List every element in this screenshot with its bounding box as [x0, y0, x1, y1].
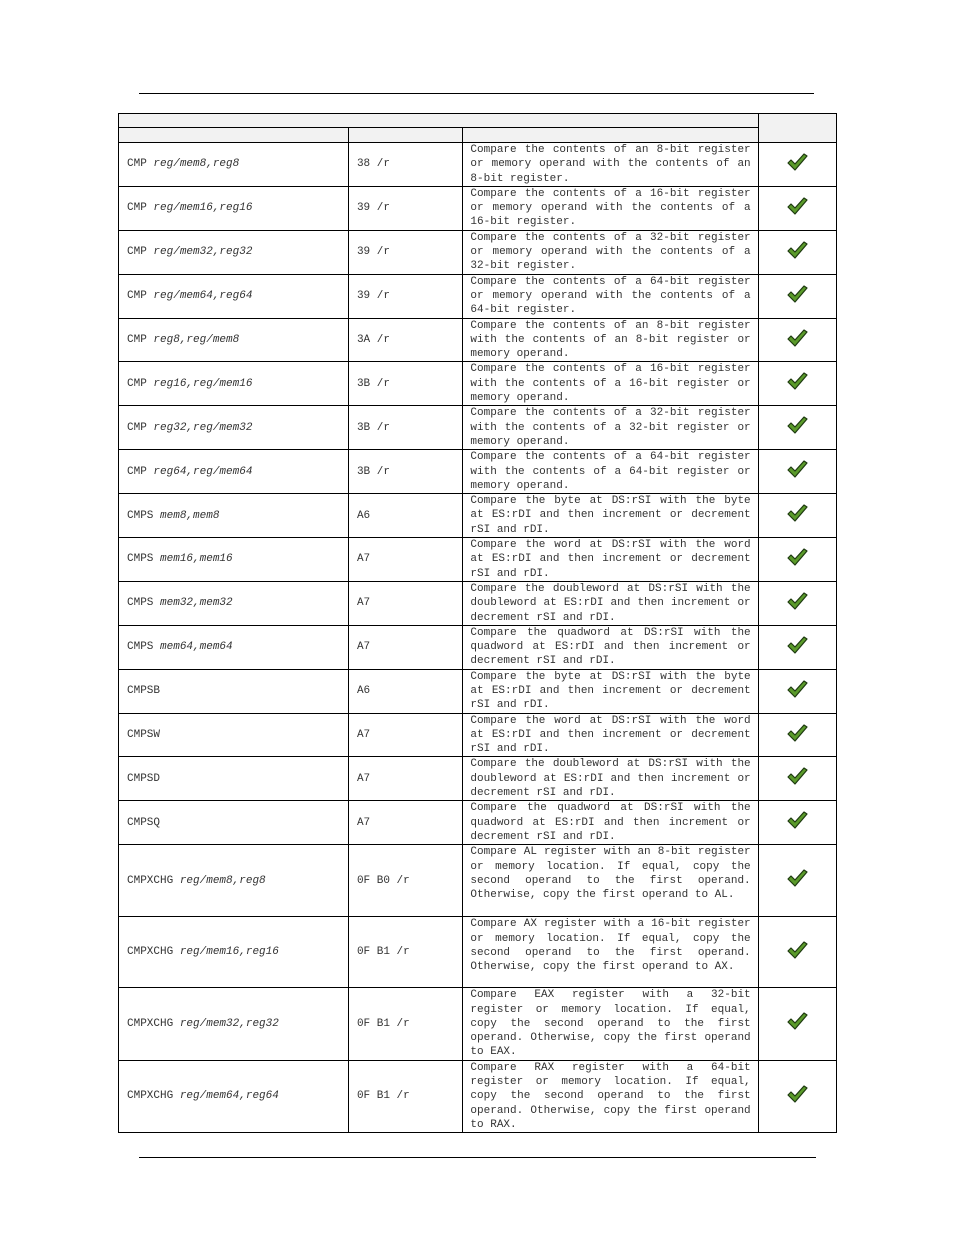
checkmark-icon [786, 1011, 808, 1031]
mnemonic: CMPXCHG [127, 946, 174, 959]
opcode-cell: 0F B1 /r [348, 1060, 462, 1132]
operands: reg64,reg/mem64 [153, 465, 253, 478]
description-cell: Compare the byte at DS:rSI with the byte at ES:rDI and then increment or decrement rSI and rDI. [463, 669, 758, 713]
support-cell [758, 450, 836, 494]
operands: mem64,mem64 [160, 641, 233, 654]
mnemonic-column-header [119, 128, 349, 143]
opcode-cell: A7 [348, 625, 462, 669]
mnemonic: CMP [127, 377, 147, 390]
operands: mem8,mem8 [160, 509, 220, 522]
table-row [119, 581, 837, 625]
instruction-cell [119, 801, 349, 845]
support-cell [758, 801, 836, 845]
table-row [119, 538, 837, 582]
opcode-cell: A7 [348, 801, 462, 845]
instruction-cell [119, 581, 349, 625]
opcode-cell: 0F B1 /r [348, 988, 462, 1060]
operands: reg32,reg/mem32 [153, 421, 253, 434]
opcode-cell: 3A /r [348, 318, 462, 362]
checkmark-icon [786, 196, 808, 216]
support-cell [758, 1060, 836, 1132]
instruction-cell [119, 988, 349, 1060]
support-cell [758, 230, 836, 274]
operands: reg/mem16,reg16 [153, 202, 253, 215]
opcode-cell: A7 [348, 757, 462, 801]
checkmark-icon [786, 503, 808, 523]
description-cell: Compare the contents of an 8-bit register or memory operand with the contents of an 8-bit register. [463, 143, 758, 187]
instruction-cell [119, 406, 349, 450]
table-row [119, 362, 837, 406]
mnemonic: CMPXCHG [127, 874, 174, 887]
support-column-header [758, 114, 836, 143]
table-row [119, 669, 837, 713]
instruction-cell [119, 186, 349, 230]
checkmark-icon [786, 723, 808, 743]
instruction-cell [119, 757, 349, 801]
description-column-header [463, 128, 758, 143]
description-cell: Compare the contents of a 32-bit register with the contents of a 32-bit register or memory operand. [463, 406, 758, 450]
checkmark-icon [786, 371, 808, 391]
instruction-cell [119, 917, 349, 988]
table-group-header [119, 114, 759, 128]
instruction-cell [119, 538, 349, 582]
operands: reg16,reg/mem16 [153, 377, 253, 390]
mnemonic: CMPSB [127, 685, 161, 698]
operands: reg/mem16,reg16 [179, 946, 279, 959]
mnemonic: CMPSW [127, 729, 161, 742]
description-cell: Compare AX register with a 16-bit register or memory location. If equal, copy the second operand to the first operand. Otherwise, copy the first operand to AX. [463, 917, 758, 988]
support-cell [758, 845, 836, 917]
footer-rule [139, 1157, 816, 1158]
opcode-cell: A6 [348, 669, 462, 713]
description-cell: Compare the contents of a 16-bit register with the contents of a 16-bit register or memory operand. [463, 362, 758, 406]
instruction-table [118, 113, 837, 1133]
opcode-cell: 0F B1 /r [348, 917, 462, 988]
checkmark-icon [786, 152, 808, 172]
support-cell [758, 143, 836, 187]
checkmark-icon [786, 679, 808, 699]
operands: reg/mem8,reg8 [179, 874, 266, 887]
mnemonic: CMPS [127, 641, 154, 654]
checkmark-icon [786, 240, 808, 260]
opcode-column-header [348, 128, 462, 143]
checkmark-icon [786, 810, 808, 830]
instruction-cell [119, 625, 349, 669]
checkmark-icon [786, 459, 808, 479]
support-cell [758, 988, 836, 1060]
description-cell: Compare the contents of a 64-bit register with the contents of a 64-bit register or memory operand. [463, 450, 758, 494]
opcode-cell: 39 /r [348, 186, 462, 230]
opcode-cell: A6 [348, 494, 462, 538]
table-row [119, 494, 837, 538]
description-cell: Compare the word at DS:rSI with the word at ES:rDI and then increment or decrement rSI and rDI. [463, 538, 758, 582]
instruction-cell [119, 494, 349, 538]
support-cell [758, 274, 836, 318]
checkmark-icon [786, 328, 808, 348]
table-subheader-row [119, 128, 837, 143]
mnemonic: CMP [127, 465, 147, 478]
operands: reg/mem64,reg64 [179, 1090, 279, 1103]
header-rule [139, 93, 814, 94]
description-cell: Compare the byte at DS:rSI with the byte at ES:rDI and then increment or decrement rSI and rDI. [463, 494, 758, 538]
opcode-cell: 39 /r [348, 274, 462, 318]
mnemonic: CMPS [127, 509, 154, 522]
operands: reg8,reg/mem8 [153, 334, 240, 346]
opcode-cell: A7 [348, 713, 462, 757]
description-cell: Compare the contents of a 64-bit register or memory operand with the contents of a 64-bit register. [463, 274, 758, 318]
mnemonic: CMPS [127, 553, 154, 566]
instruction-cell [119, 713, 349, 757]
support-cell [758, 406, 836, 450]
instruction-cell [119, 845, 349, 917]
table-row [119, 143, 837, 187]
support-cell [758, 713, 836, 757]
support-cell [758, 625, 836, 669]
description-cell: Compare AL register with an 8-bit register or memory location. If equal, copy the second operand to the first operand. Otherwise, copy the first operand to AL. [463, 845, 758, 917]
checkmark-icon [786, 868, 808, 888]
checkmark-icon [786, 635, 808, 655]
mnemonic: CMP [127, 290, 147, 303]
opcode-cell: 3B /r [348, 450, 462, 494]
operands: reg/mem32,reg32 [153, 246, 253, 259]
table-row [119, 186, 837, 230]
mnemonic: CMPSQ [127, 816, 161, 829]
operands: reg/mem64,reg64 [153, 290, 253, 303]
table-row [119, 757, 837, 801]
description-cell: Compare the contents of a 16-bit register or memory operand with the contents of a 16-bit register. [463, 186, 758, 230]
description-cell: Compare EAX register with a 32-bit register or memory location. If equal, copy the second operand to the first operand. Otherwise, copy the first operand to EAX. [463, 988, 758, 1060]
mnemonic: CMP [127, 421, 147, 434]
opcode-cell: 38 /r [348, 143, 462, 187]
description-cell: Compare the quadword at DS:rSI with the quadword at ES:rDI and then increment or decrement rSI and rDI. [463, 625, 758, 669]
operands: reg/mem8,reg8 [153, 158, 240, 171]
mnemonic: CMP [127, 158, 147, 171]
support-cell [758, 494, 836, 538]
opcode-cell: 0F B0 /r [348, 845, 462, 917]
opcode-cell: 39 /r [348, 230, 462, 274]
operands: reg/mem32,reg32 [179, 1017, 279, 1030]
table-header-row [119, 114, 837, 128]
description-cell: Compare the quadword at DS:rSI with the quadword at ES:rDI and then increment or decrement rSI and rDI. [463, 801, 758, 845]
description-cell: Compare the contents of an 8-bit register with the contents of an 8-bit register or memory operand. [463, 318, 758, 362]
table-row [119, 450, 837, 494]
table-row [119, 988, 837, 1060]
instruction-cell [119, 143, 349, 187]
description-cell: Compare RAX register with a 64-bit register or memory location. If equal, copy the second operand to the first operand. Otherwise, copy the first operand to RAX. [463, 1060, 758, 1132]
description-cell: Compare the word at DS:rSI with the word at ES:rDI and then increment or decrement rSI and rDI. [463, 713, 758, 757]
operands: mem16,mem16 [160, 553, 233, 566]
mnemonic: CMP [127, 246, 147, 259]
checkmark-icon [786, 547, 808, 567]
opcode-cell: A7 [348, 581, 462, 625]
table-row [119, 274, 837, 318]
table-row [119, 406, 837, 450]
checkmark-icon [786, 284, 808, 304]
support-cell [758, 669, 836, 713]
instruction-cell [119, 318, 349, 362]
instruction-cell [119, 669, 349, 713]
table-body [119, 143, 837, 1133]
table-row [119, 713, 837, 757]
table-row [119, 318, 837, 362]
support-cell [758, 538, 836, 582]
mnemonic: CMPS [127, 597, 154, 610]
instruction-cell [119, 450, 349, 494]
opcode-cell: 3B /r [348, 406, 462, 450]
mnemonic: CMPXCHG [127, 1017, 174, 1030]
support-cell [758, 917, 836, 988]
mnemonic: CMPSD [127, 772, 161, 785]
support-cell [758, 318, 836, 362]
support-cell [758, 757, 836, 801]
mnemonic: CMP [127, 202, 147, 215]
table-row [119, 801, 837, 845]
description-cell: Compare the contents of a 32-bit register or memory operand with the contents of a 32-bit register. [463, 230, 758, 274]
support-cell [758, 362, 836, 406]
instruction-cell [119, 1060, 349, 1132]
support-cell [758, 186, 836, 230]
checkmark-icon [786, 415, 808, 435]
support-cell [758, 581, 836, 625]
checkmark-icon [786, 591, 808, 611]
checkmark-icon [786, 1084, 808, 1104]
table-row [119, 845, 837, 917]
table-row [119, 625, 837, 669]
description-cell: Compare the doubleword at DS:rSI with the doubleword at ES:rDI and then increment or decrement rSI and rDI. [463, 757, 758, 801]
instruction-cell [119, 230, 349, 274]
operands: mem32,mem32 [160, 597, 233, 610]
instruction-cell [119, 274, 349, 318]
mnemonic: CMP [127, 334, 147, 346]
table-row [119, 917, 837, 988]
table-row [119, 1060, 837, 1132]
description-cell: Compare the doubleword at DS:rSI with the doubleword at ES:rDI and then increment or decrement rSI and rDI. [463, 581, 758, 625]
mnemonic: CMPXCHG [127, 1090, 174, 1103]
instruction-cell [119, 362, 349, 406]
checkmark-icon [786, 766, 808, 786]
opcode-cell: A7 [348, 538, 462, 582]
table-row [119, 230, 837, 274]
opcode-cell: 3B /r [348, 362, 462, 406]
checkmark-icon [786, 940, 808, 960]
